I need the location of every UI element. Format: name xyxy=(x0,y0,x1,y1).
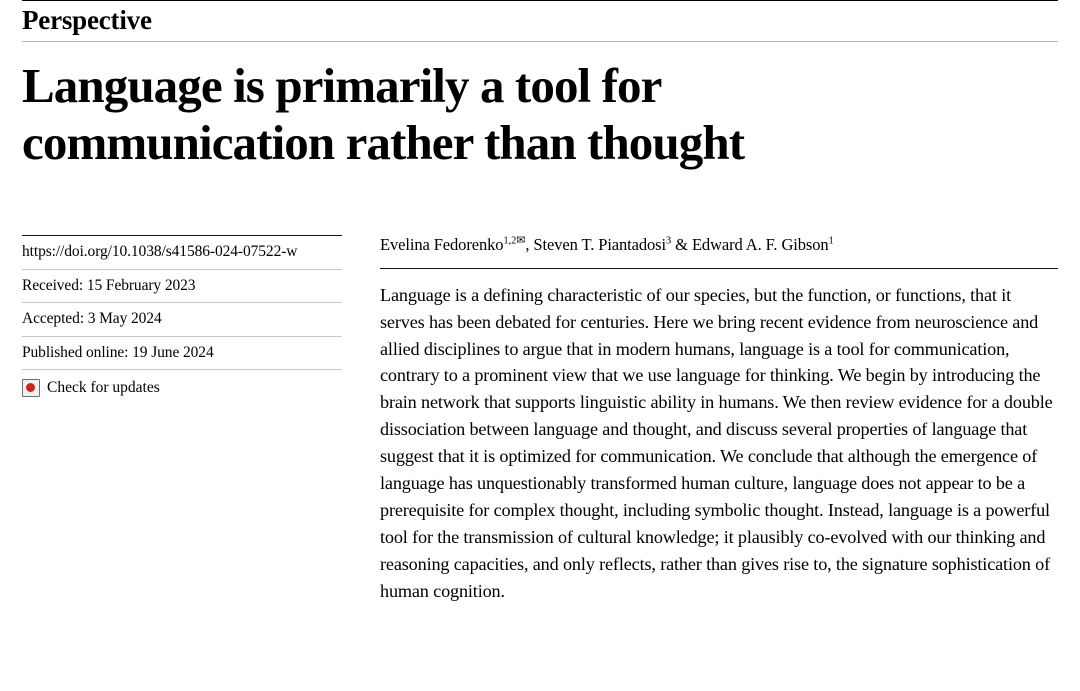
authors-abstract-column xyxy=(360,235,1058,623)
check-for-updates-button[interactable] xyxy=(22,370,342,397)
crossmark-icon xyxy=(22,379,40,397)
check-for-updates-label: Check for updates xyxy=(47,379,160,397)
author-affiliation-1: 1,2 xyxy=(503,235,517,247)
doi-link[interactable]: https://doi.org/10.1038/s41586-024-07522-w xyxy=(22,243,298,260)
author-affiliation-2: 3 xyxy=(666,235,672,247)
author-affiliation-3: 1 xyxy=(828,235,834,247)
page-title: Language is primarily a tool for communication rather than thought xyxy=(22,58,745,170)
corresponding-author-envelope-icon[interactable]: ✉ xyxy=(516,234,526,247)
author-separator-1: , xyxy=(525,235,534,254)
published-date: Published online: 19 June 2024 xyxy=(22,343,214,361)
author-separator-2: & xyxy=(671,235,692,254)
abstract-top-rule xyxy=(380,268,1058,269)
abstract-text: Language is a defining characteristic of our species, but the function, or functions, that it serves has been debated for centuries. Here we bring recent evidence from neuroscience and allied disciplines to argue that in modern humans, language is a tool for communication, contrary to a prominent view that we use language for thinking. We begin by introducing the brain network that supports linguistic ability in humans. We then review evidence for a double dissociation between language and thought, and discuss several properties of language that suggest that it is optimized for communication. We conclude that although the emergence of language has unquestionably transformed human culture, language does not appear to be a prerequisite for complex thought, including symbolic thought. Instead, language is a powerful tool for the transmission of cultural knowledge; it plausibly co-evolved with our thinking and reasoning capacities, and only reflects, rather than gives rise to, the signature sophistication of human cognition. xyxy=(380,284,1053,601)
author-name-2[interactable]: Steven T. Piantadosi xyxy=(533,235,666,254)
author-list xyxy=(380,235,1058,268)
article-type-label: Perspective xyxy=(22,5,152,35)
received-date: Received: 15 February 2023 xyxy=(22,276,196,294)
article-type-underrule xyxy=(22,41,1058,42)
accepted-date: Accepted: 3 May 2024 xyxy=(22,310,162,328)
publication-metadata-column xyxy=(22,235,360,623)
author-name-3[interactable]: Edward A. F. Gibson xyxy=(691,235,829,254)
metadata-area xyxy=(22,235,1058,623)
author-name-1[interactable]: Evelina Fedorenko xyxy=(380,235,504,254)
